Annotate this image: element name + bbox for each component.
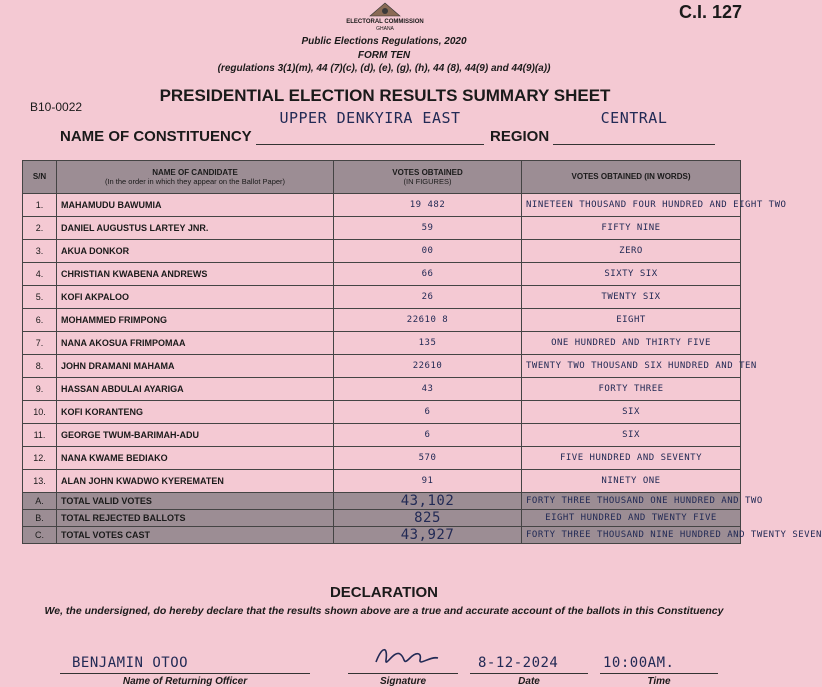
table-row	[23, 401, 741, 424]
row-sn: 12.	[23, 447, 57, 470]
row-sn: C.	[23, 527, 57, 544]
total-label: TOTAL REJECTED BALLOTS	[57, 510, 334, 527]
table-row	[23, 447, 741, 470]
row-sn: 2.	[23, 217, 57, 240]
votes-words: FORTY THREE	[522, 378, 741, 401]
constituency-value: UPPER DENKYIRA EAST	[279, 109, 461, 127]
results-table	[22, 160, 822, 544]
votes-figures: 91	[334, 470, 522, 493]
col-sn: S/N	[23, 161, 57, 194]
votes-figures: 00	[334, 240, 522, 263]
candidate-name: CHRISTIAN KWABENA ANDREWS	[57, 263, 334, 286]
col-name	[57, 161, 334, 194]
row-sn: 9.	[23, 378, 57, 401]
candidate-name: HASSAN ABDULAI AYARIGA	[57, 378, 334, 401]
votes-words: SIX	[522, 424, 741, 447]
commission-name: ELECTORAL COMMISSION	[346, 19, 424, 25]
row-sn: A.	[23, 493, 57, 510]
votes-words: EIGHT	[522, 309, 741, 332]
candidate-name: DANIEL AUGUSTUS LARTEY JNR.	[57, 217, 334, 240]
table-row	[23, 424, 741, 447]
votes-words: TWENTY SIX	[522, 286, 741, 309]
total-figures: 43,927	[334, 527, 522, 544]
table-row	[23, 332, 741, 355]
total-words: FORTY THREE THOUSAND NINE HUNDRED AND TWENTY SEVEN	[522, 527, 741, 544]
votes-figures: 22610 8	[334, 309, 522, 332]
table-row	[23, 240, 741, 263]
officer-line	[60, 673, 310, 674]
votes-words: SIX	[522, 401, 741, 424]
votes-words: FIFTY NINE	[522, 217, 741, 240]
votes-figures: 19 482	[334, 194, 522, 217]
candidate-name: GEORGE TWUM-BARIMAH-ADU	[57, 424, 334, 447]
votes-figures: 59	[334, 217, 522, 240]
region-line	[553, 144, 715, 145]
col-figures-sub: (IN FIGURES)	[403, 177, 452, 187]
table-row	[23, 309, 741, 332]
table-row	[23, 286, 741, 309]
row-sn: 1.	[23, 194, 57, 217]
time-line	[600, 673, 718, 674]
votes-words: TWENTY TWO THOUSAND SIX HUNDRED AND TEN	[522, 355, 741, 378]
candidate-name: KOFI KORANTENG	[57, 401, 334, 424]
row-sn: 3.	[23, 240, 57, 263]
votes-words: NINETY ONE	[522, 470, 741, 493]
time-label: Time	[647, 676, 671, 687]
col-words: VOTES OBTAINED (IN WORDS)	[522, 161, 741, 194]
total-label: TOTAL VALID VOTES	[57, 493, 334, 510]
row-sn: 5.	[23, 286, 57, 309]
row-sn: 4.	[23, 263, 57, 286]
region-value: CENTRAL	[600, 109, 668, 127]
col-name-label: NAME OF CANDIDATE	[152, 167, 238, 177]
regulations-reference: (regulations 3(1)(m), 44 (7)(c), (d), (e), (g), (h), 44 (8), 44(9) and 44(9)(a))	[217, 63, 551, 74]
table-row	[23, 355, 741, 378]
date-value: 8-12-2024	[478, 655, 559, 671]
total-row-rejected	[23, 510, 741, 527]
col-figures-label: VOTES OBTAINED	[392, 167, 463, 177]
returning-officer-name: BENJAMIN OTOO	[72, 655, 189, 671]
officer-label: Name of Returning Officer	[122, 676, 248, 687]
row-sn: B.	[23, 510, 57, 527]
constituency-line	[256, 144, 484, 145]
total-figures: 43,102	[334, 493, 522, 510]
candidate-name: MOHAMMED FRIMPONG	[57, 309, 334, 332]
votes-words: ONE HUNDRED AND THIRTY FIVE	[522, 332, 741, 355]
candidate-name: MAHAMUDU BAWUMIA	[57, 194, 334, 217]
candidate-name: AKUA DONKOR	[57, 240, 334, 263]
form-id: C.I. 127	[678, 2, 742, 22]
region-label: REGION	[490, 128, 550, 145]
votes-figures: 22610	[334, 355, 522, 378]
total-label: TOTAL VOTES CAST	[57, 527, 334, 544]
total-row-valid	[23, 493, 741, 510]
votes-words: SIXTY SIX	[522, 263, 741, 286]
table-row	[23, 194, 741, 217]
time-value: 10:00AM.	[603, 655, 675, 671]
table-row	[23, 263, 741, 286]
candidate-name: NANA KWAME BEDIAKO	[57, 447, 334, 470]
total-figures: 825	[334, 510, 522, 527]
votes-figures: 6	[334, 401, 522, 424]
declaration-heading: DECLARATION	[329, 584, 439, 601]
row-sn: 13.	[23, 470, 57, 493]
signature-label: Signature	[379, 676, 427, 687]
form-name: FORM TEN	[357, 50, 411, 61]
votes-figures: 43	[334, 378, 522, 401]
regulations-title: Public Elections Regulations, 2020	[301, 36, 467, 47]
candidate-name: JOHN DRAMANI MAHAMA	[57, 355, 334, 378]
candidate-name: NANA AKOSUA FRIMPOMAA	[57, 332, 334, 355]
signature-line	[348, 673, 458, 674]
votes-figures: 135	[334, 332, 522, 355]
votes-figures: 570	[334, 447, 522, 470]
row-sn: 10.	[23, 401, 57, 424]
row-sn: 11.	[23, 424, 57, 447]
date-line	[470, 673, 588, 674]
row-sn: 6.	[23, 309, 57, 332]
constituency-label: NAME OF CONSTITUENCY	[60, 128, 252, 145]
country-name: GHANA	[376, 26, 394, 32]
electoral-commission-logo-icon	[360, 0, 410, 18]
row-sn: 7.	[23, 332, 57, 355]
total-words: EIGHT HUNDRED AND TWENTY FIVE	[522, 510, 741, 527]
row-sn: 8.	[23, 355, 57, 378]
votes-words: NINETEEN THOUSAND FOUR HUNDRED AND EIGHT TWO	[522, 194, 741, 217]
date-label: Date	[518, 676, 540, 687]
candidate-name: KOFI AKPALOO	[57, 286, 334, 309]
table-row	[23, 470, 741, 493]
table-row	[23, 217, 741, 240]
table-header-row	[23, 161, 741, 194]
table-row	[23, 378, 741, 401]
total-row-cast	[23, 527, 741, 544]
page-title: PRESIDENTIAL ELECTION RESULTS SUMMARY SHEET	[159, 86, 611, 105]
signature-mark	[372, 640, 442, 672]
col-figures	[334, 161, 522, 194]
votes-figures: 6	[334, 424, 522, 447]
votes-words: ZERO	[522, 240, 741, 263]
candidate-name: ALAN JOHN KWADWO KYEREMATEN	[57, 470, 334, 493]
col-name-sub: (In the order in which they appear on the Ballot Paper)	[104, 177, 286, 187]
votes-words: FIVE HUNDRED AND SEVENTY	[522, 447, 741, 470]
votes-figures: 66	[334, 263, 522, 286]
votes-figures: 26	[334, 286, 522, 309]
sheet-code: B10-0022	[30, 100, 83, 114]
declaration-text: We, the undersigned, do hereby declare that the results shown above are a true and accurate account of the ballots in this Constituency	[44, 605, 724, 617]
total-words: FORTY THREE THOUSAND ONE HUNDRED AND TWO	[522, 493, 741, 510]
